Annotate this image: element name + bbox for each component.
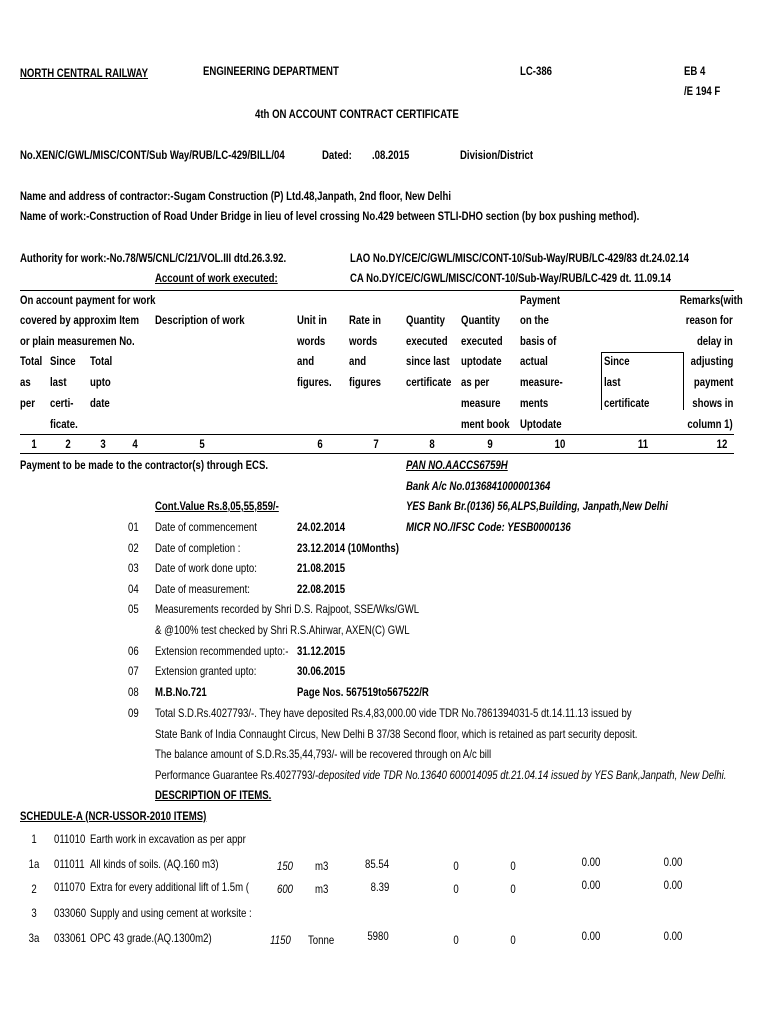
upto-heading: upto — [90, 375, 111, 389]
since-last-heading-1: Since — [604, 354, 630, 368]
item-number: 05 — [128, 602, 139, 616]
railway-name: NORTH CENTRAL RAILWAY — [20, 66, 149, 80]
row-code: 011011 — [54, 857, 85, 871]
item-value: 24.02.2014 — [297, 520, 346, 534]
qty-since-heading-1: Quantity — [406, 313, 445, 327]
item-value: 31.12.2015 — [297, 644, 346, 658]
ecs-payment-line: Payment to be made to the contractor(s) through ECS. — [20, 458, 269, 472]
row-payment: 0.00 — [581, 878, 600, 892]
row-qty-uptodate: 0 — [510, 933, 516, 947]
item-value: 30.06.2015 — [297, 664, 346, 678]
row-sr: 2 — [31, 882, 37, 896]
qty-uptodate-heading-3: uptodate — [461, 354, 502, 368]
row-sr: 1 — [31, 832, 37, 846]
column-number: 6 — [317, 437, 323, 451]
row-rate: 8.39 — [370, 880, 389, 894]
column-number: 7 — [373, 437, 379, 451]
payment-heading-3: actual — [520, 354, 548, 368]
last-heading: last — [50, 375, 67, 389]
item-number: 02 — [128, 541, 139, 555]
item-label: Date of commencement — [155, 520, 257, 534]
column-number: 9 — [487, 437, 493, 451]
qty-uptodate-heading-1: Quantity — [461, 313, 500, 327]
rate-heading-2: words — [349, 334, 378, 348]
row-rate: 5980 — [367, 929, 389, 943]
description-heading: Description of work — [155, 313, 245, 327]
row-qty-since: 0 — [453, 933, 459, 947]
remarks-heading-3: adjusting — [690, 354, 733, 368]
item-label: M.B.No.721 — [155, 685, 207, 699]
payment-heading-1: on the — [520, 313, 549, 327]
sd-line-2: State Bank of India Connaught Circus, New Delhi B 37/38 Second floor, which is retained as part security deposit. — [155, 727, 638, 741]
unit-heading-1: Unit in — [297, 313, 327, 327]
rate-heading-3: and — [349, 354, 367, 368]
row-code: 011070 — [54, 880, 86, 894]
item-number: 03 — [128, 561, 139, 575]
date-heading: date — [90, 396, 110, 410]
dated-value: .08.2015 — [372, 148, 410, 162]
row-unit: Tonne — [308, 933, 335, 947]
payment-heading-2: basis of — [520, 334, 557, 348]
since-column-left-rule — [601, 352, 602, 410]
contractor-line: Name and address of contractor:-Sugam Construction (P) Ltd.48,Janpath, 2nd floor, New Delhi — [20, 189, 451, 203]
row-code: 033060 — [54, 906, 87, 920]
payment-heading-5: ments — [520, 396, 549, 410]
qty-since-heading-3: since last — [406, 354, 450, 368]
column-number: 4 — [132, 437, 138, 451]
table-numbers-top-rule — [20, 434, 734, 435]
column-number: 2 — [65, 437, 71, 451]
row-description: Supply and using cement at worksite : — [90, 906, 252, 920]
lao-line: LAO No.DY/CE/C/GWL/MISC/CONT-10/Sub-Way/RUB/LC-429/83 dt.24.02.14 — [350, 251, 689, 265]
item-number: 07 — [128, 664, 139, 678]
on-account-heading: On account payment for work — [20, 293, 156, 307]
reference-number: No.XEN/C/GWL/MISC/CONT/Sub Way/RUB/LC-429/BILL/04 — [20, 148, 285, 162]
row-quantity: 150 — [276, 859, 293, 873]
since-column-right-rule — [683, 352, 684, 410]
since-column-top-rule — [601, 352, 683, 353]
item-label: Total S.D.Rs.4027793/-. They have deposited Rs.4,83,000.00 vide TDR No.7861394031-5 dt.14.11.13 issued by — [155, 706, 632, 720]
division-label: Division/District — [460, 148, 534, 162]
payment-heading-4: measure- — [520, 375, 563, 389]
item-value: 22.08.2015 — [297, 582, 346, 596]
total2-heading: Total — [90, 354, 113, 368]
item-number: 06 — [128, 644, 139, 658]
row-unit: m3 — [315, 859, 329, 873]
rate-heading-1: Rate in — [349, 313, 382, 327]
as-heading: as — [20, 375, 31, 389]
item-label: Extension granted upto: — [155, 664, 257, 678]
pg-amount: Performance Guarantee Rs.4027793/- — [155, 768, 319, 782]
row-qty-uptodate: 0 — [510, 859, 516, 873]
qty-uptodate-heading-5: measure — [461, 396, 501, 410]
eb-code: EB 4 — [684, 64, 706, 78]
item-label: & @100% test checked by Shri R.S.Ahirwar, AXEN(C) GWL — [155, 623, 410, 637]
row-code: 033061 — [54, 931, 87, 945]
bank-account-number: Bank A/c No.0136841000001364 — [406, 479, 551, 493]
qty-uptodate-heading-4: as per — [461, 375, 490, 389]
item-label: Measurements recorded by Shri D.S. Rajpoot, SSE/Wks/GWL — [155, 602, 420, 616]
certi-heading: certi- — [50, 396, 74, 410]
item-value: Page Nos. 567519to567522/R — [297, 685, 429, 699]
department-name: ENGINEERING DEPARTMENT — [203, 64, 339, 78]
total-heading: Total — [20, 354, 43, 368]
rate-heading-4: figures — [349, 375, 382, 389]
remarks-heading-2: delay in — [697, 334, 733, 348]
row-unit: m3 — [315, 882, 329, 896]
row-payment: 0.00 — [581, 929, 600, 943]
performance-guarantee-line — [155, 768, 726, 782]
unit-heading-4: figures. — [297, 375, 332, 389]
form-number: LC-386 — [520, 64, 553, 78]
item-number: 08 — [128, 685, 139, 699]
row-since-last: 0.00 — [663, 929, 682, 943]
item-number: 09 — [128, 706, 139, 720]
pan-number: PAN NO.AACCS6759H — [406, 458, 508, 472]
table-numbers-bottom-rule — [20, 453, 734, 454]
remarks-heading-1: reason for — [686, 313, 733, 327]
since-last-heading-3: certificate — [604, 396, 650, 410]
payment-heading-6: Uptodate — [520, 417, 562, 431]
column-number: 8 — [429, 437, 435, 451]
table-top-rule — [20, 290, 734, 291]
unit-heading-3: and — [297, 354, 315, 368]
account-executed-label: Account of work executed: — [155, 271, 278, 285]
certificate-title: 4th ON ACCOUNT CONTRACT CERTIFICATE — [255, 107, 459, 121]
row-qty-uptodate: 0 — [510, 882, 516, 896]
column-number: 3 — [100, 437, 106, 451]
qty-since-heading-4: certificate — [406, 375, 452, 389]
per-heading: per — [20, 396, 35, 410]
row-rate: 85.54 — [364, 857, 389, 871]
qty-uptodate-heading-6: ment book — [461, 417, 510, 431]
column-number: 12 — [716, 437, 728, 451]
bank-branch: YES Bank Br.(0136) 56,ALPS,Building, Janpath,New Delhi — [406, 499, 668, 513]
since-last-heading-2: last — [604, 375, 621, 389]
remarks-heading-4: payment — [693, 375, 733, 389]
ca-line: CA No.DY/CE/C/GWL/MISC/CONT-10/Sub-Way/RUB/LC-429 dt. 11.09.14 — [350, 271, 671, 285]
column-number: 5 — [199, 437, 205, 451]
covered-heading: covered by approxim Item — [20, 313, 139, 327]
description-of-items: DESCRIPTION OF ITEMS. — [155, 788, 272, 802]
item-number: 01 — [128, 520, 139, 534]
row-payment: 0.00 — [581, 855, 600, 869]
row-code: 011010 — [54, 832, 86, 846]
row-since-last: 0.00 — [663, 878, 682, 892]
row-sr: 3 — [31, 906, 37, 920]
micr-ifsc-code: MICR NO./IFSC Code: YESB0000136 — [406, 520, 571, 534]
remarks-heading-5: shows in — [691, 396, 733, 410]
item-value: 21.08.2015 — [297, 561, 346, 575]
row-qty-since: 0 — [453, 859, 459, 873]
qty-uptodate-heading-2: executed — [461, 334, 503, 348]
column-number: 1 — [31, 437, 37, 451]
row-since-last: 0.00 — [663, 855, 682, 869]
ef-code: /E 194 F — [684, 84, 721, 98]
since-heading: Since — [50, 354, 76, 368]
item-label: Date of work done upto: — [155, 561, 257, 575]
unit-heading-2: words — [297, 334, 326, 348]
plain-heading: or plain measuremen No. — [20, 334, 135, 348]
pg-detail: deposited vide TDR No.13640 600014095 dt.21.04.14 issued by YES Bank,Janpath, New Delhi. — [318, 768, 727, 782]
row-quantity: 600 — [276, 882, 293, 896]
row-description: Earth work in excavation as per appr — [90, 832, 246, 846]
row-description: OPC 43 grade.(AQ.1300m2) — [90, 931, 212, 945]
work-name-line: Name of work:-Construction of Road Under Bridge in lieu of level crossing No.429 between STLI-DHO section (by box pushing method). — [20, 209, 640, 223]
row-description: All kinds of soils. (AQ.160 m3) — [90, 857, 219, 871]
column-number: 11 — [637, 437, 649, 451]
row-description: Extra for every additional lift of 1.5m ( — [90, 880, 249, 894]
remarks-heading-0: Remarks(with — [680, 293, 743, 307]
authority-line: Authority for work:-No.78/W5/CNL/C/21/VOL.III dtd.26.3.92. — [20, 251, 287, 265]
dated-label: Dated: — [322, 148, 352, 162]
item-label: Extension recommended upto:- — [155, 644, 289, 658]
item-label: Date of completion : — [155, 541, 241, 555]
sd-line-3: The balance amount of S.D.Rs.35,44,793/- will be recovered through on A/c bill — [155, 747, 492, 761]
ficate-heading: ficate. — [50, 417, 78, 431]
column-number: 10 — [554, 437, 566, 451]
payment-heading-0: Payment — [520, 293, 561, 307]
row-sr: 3a — [28, 931, 40, 945]
item-number: 04 — [128, 582, 139, 596]
remarks-heading-6: column 1) — [687, 417, 733, 431]
item-label: Date of measurement: — [155, 582, 250, 596]
item-value: 23.12.2014 (10Months) — [297, 541, 399, 555]
qty-since-heading-2: executed — [406, 334, 448, 348]
row-qty-since: 0 — [453, 882, 459, 896]
row-sr: 1a — [28, 857, 40, 871]
schedule-title: SCHEDULE-A (NCR-USSOR-2010 ITEMS) — [20, 809, 207, 823]
contract-value: Cont.Value Rs.8,05,55,859/- — [155, 499, 279, 513]
row-quantity: 1150 — [270, 933, 291, 947]
